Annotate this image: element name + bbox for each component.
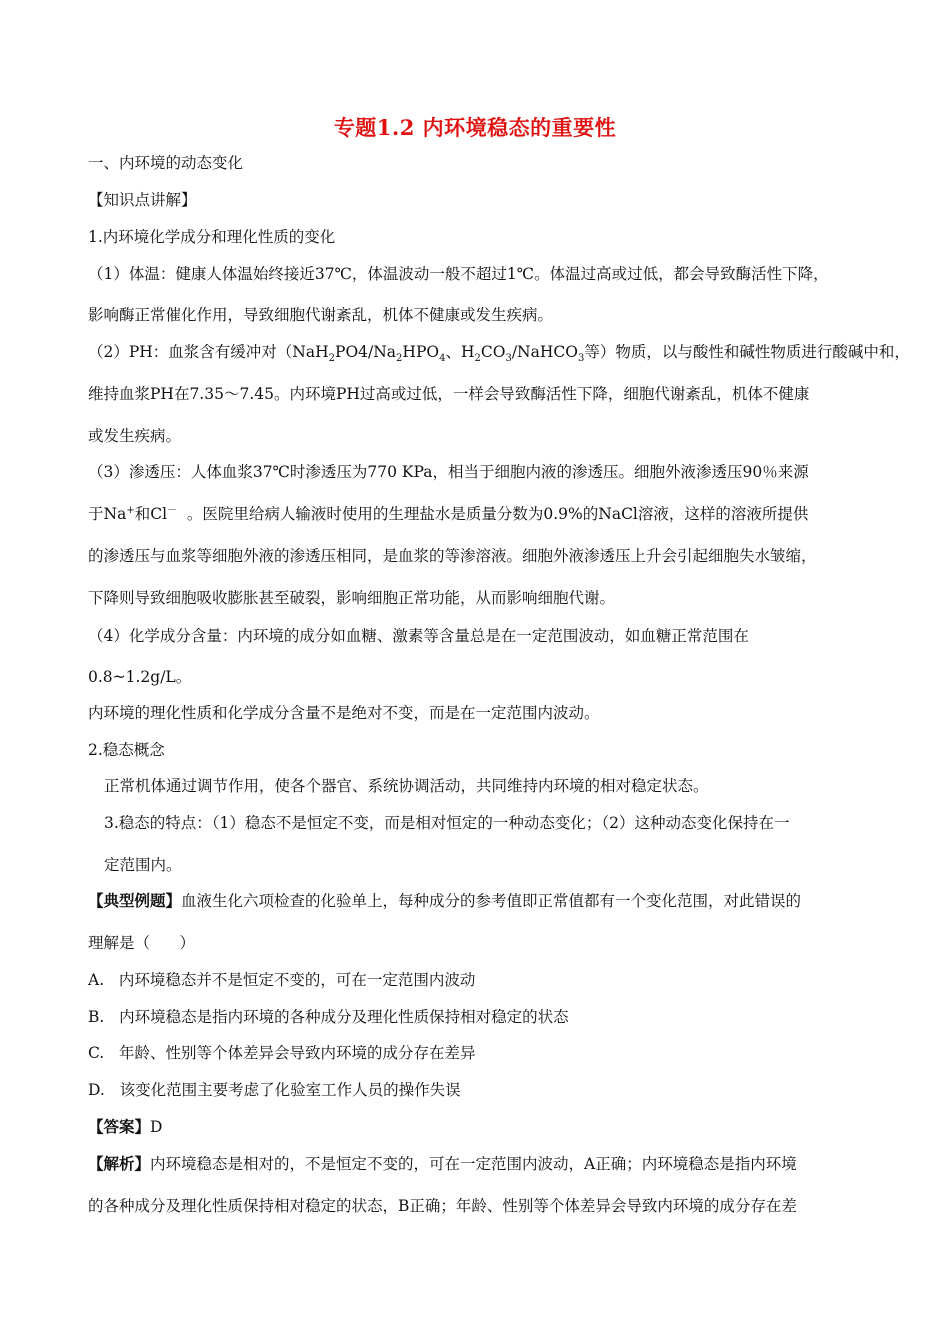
point2-heading: 2.稳态概念: [88, 741, 165, 759]
superscript: +: [126, 504, 135, 516]
ph-text: （2）PH：血浆含有缓冲对（NaH: [88, 343, 329, 361]
ph-text: 等）物质，以与酸性和碱性物质进行酸碱中和，: [584, 343, 910, 361]
ph-text: PO4/Na: [335, 343, 397, 361]
osmotic-text: 于Na: [88, 505, 127, 523]
option-a: A. 内环境稳态并不是恒定不变的，可在一定范围内波动: [88, 971, 476, 989]
ph-line-1: [88, 342, 910, 365]
chemical-line-2: 0.8~1.2g/L。: [88, 668, 192, 686]
temperature-line-2: 影响酶正常催化作用，导致细胞代谢紊乱，机体不健康或发生疾病。: [88, 306, 554, 324]
point3-line-2: 定范围内。: [104, 856, 182, 874]
ph-text: CO: [480, 343, 506, 361]
answer-tag: 【答案】: [88, 1117, 151, 1136]
summary-line: 内环境的理化性质和化学成分含量不是绝对不变，而是在一定范围内波动。: [88, 704, 600, 722]
ph-line-2: 维持血浆PH在7.35～7.45。内环境PH过高或过低，一样会导致酶活性下降，细胞代谢紊乱，机体不健康: [88, 385, 810, 403]
subscript: 3: [505, 353, 512, 365]
osmotic-text: 。医院里给病人输液时使用的生理盐水是质量分数为0.9%的NaCl溶液，这样的溶液所提供: [177, 505, 809, 523]
subscript: 2: [396, 353, 403, 365]
page-title: 专题1.2 内环境稳态的重要性: [333, 115, 617, 140]
example-question-line-1: [88, 891, 878, 911]
analysis-tag: 【解析】: [88, 1154, 151, 1173]
section-heading: 一、内环境的动态变化: [88, 154, 244, 172]
option-d: D. 该变化范围主要考虑了化验室工作人员的操作失误: [88, 1081, 461, 1099]
chemical-line-1: （4）化学成分含量：内环境的成分如血糖、激素等含量总是在一定范围波动，如血糖正常范围在: [88, 627, 749, 645]
example-tag: 【典型例题】: [88, 891, 182, 910]
point2-text: 正常机体通过调节作用，使各个器官、系统协调活动，共同维持内环境的相对稳定状态。: [104, 777, 709, 795]
subscript: 2: [328, 353, 336, 365]
osmotic-line-4: 下降则导致细胞吸收膨胀甚至破裂，影响细胞正常功能，从而影响细胞代谢。: [88, 589, 616, 607]
option-b: B. 内环境稳态是指内环境的各种成分及理化性质保持相对稳定的状态: [88, 1008, 569, 1026]
point1-heading: 1.内环境化学成分和理化性质的变化: [88, 228, 336, 246]
option-c: C. 年龄、性别等个体差异会导致内环境的成分存在差异: [88, 1044, 476, 1062]
example-text: 血液生化六项检查的化验单上，每种成分的参考值即正常值都有一个变化范围，对此错误的: [181, 892, 802, 910]
superscript: －: [167, 504, 178, 516]
answer-value: D: [150, 1118, 163, 1136]
point3-line-1: 3.稳态的特点：（1）稳态不是恒定不变，而是相对恒定的一种动态变化；（2）这种动态变化保持在一: [104, 814, 790, 832]
analysis-text: 内环境稳态是相对的，不是恒定不变的，可在一定范围内波动，A正确；内环境稳态是指内环境: [150, 1155, 797, 1173]
ph-text: /NaHCO: [511, 343, 578, 361]
osmotic-text: 和Cl: [134, 505, 168, 523]
subscript: 2: [474, 353, 481, 365]
ph-line-3: 或发生疾病。: [88, 427, 182, 445]
temperature-line-1: （1）体温：健康人体温始终接近37℃，体温波动一般不超过1℃。体温过高或过低，都会导致酶活性下降，: [88, 265, 829, 283]
osmotic-line-2: [88, 504, 878, 524]
ph-text: HPO: [402, 343, 440, 361]
analysis-line-2: 的各种成分及理化性质保持相对稳定的状态，B正确；年龄、性别等个体差异会导致内环境的成分存在差: [88, 1197, 797, 1215]
example-question-line-2: 理解是（ ）: [88, 934, 196, 952]
subscript: 3: [577, 353, 585, 365]
analysis-line-1: [88, 1154, 878, 1174]
osmotic-line-1: （3）渗透压：人体血浆37℃时渗透压为770 KPa，相当于细胞内液的渗透压。细胞外液渗透压90％来源: [88, 463, 809, 481]
subscript: 4: [439, 353, 446, 365]
knowledge-tag: 【知识点讲解】: [88, 191, 197, 209]
answer-line: [88, 1117, 878, 1137]
osmotic-line-3: 的渗透压与血浆等细胞外液的渗透压相同，是血浆的等渗溶液。细胞外液渗透压上升会引起细胞失水皱缩，: [88, 547, 817, 565]
ph-text: 、H: [445, 343, 475, 361]
